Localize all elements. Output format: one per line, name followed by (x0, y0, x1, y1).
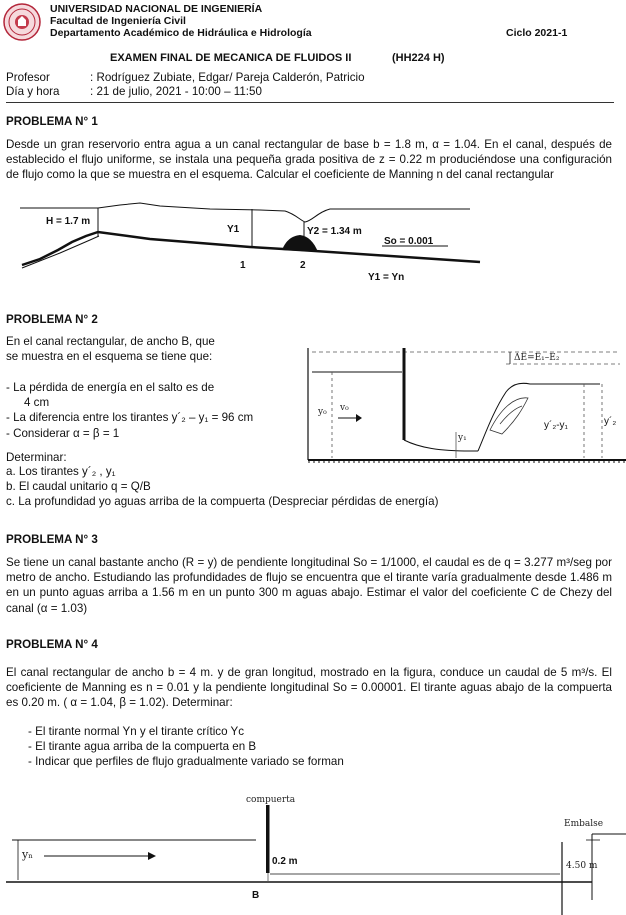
department-name: Departamento Académico de Hidráulica e Hidrología (50, 27, 312, 39)
label-gate-opening: 0.2 m (272, 856, 298, 867)
problem-1-text: Desde un gran reservorio entra agua a un canal rectangular de base b = 1.8 m, α = 1.04. En el canal, después de establecido el flujo uniforme, se instala una pequeña grada positiva de z = 0.22 m produciéndose una configuración de flujo como la que se muestra en el esquema. Calcular el coeficiente de Manning n del canal rectangular (6, 138, 612, 182)
label-depth-450: 4.50 m (566, 861, 598, 871)
label-Y1: Y1 (227, 224, 240, 235)
label-section-2: 2 (300, 260, 306, 271)
problem-2-item-1b: 4 cm (24, 396, 50, 409)
university-name: UNIVERSIDAD NACIONAL DE INGENIERÍA (50, 3, 263, 15)
problem-2-item-2: - La diferencia entre los tirantes y´₂ – y₁ = 96 cm (6, 411, 254, 424)
label-y0: y₀ (318, 407, 327, 417)
label-delta-e: ΔE=E₁–E₂ (514, 353, 560, 363)
problem-2-item-1: - La pérdida de energía en el salto es de (6, 381, 215, 394)
label-yn: yₙ (22, 848, 33, 861)
problem-4-title: PROBLEMA N° 4 (6, 638, 98, 651)
exam-title: EXAMEN FINAL DE MECANICA DE FLUIDOS II (110, 52, 352, 64)
problem-2-part-c: c. La profundidad yo aguas arriba de la compuerta (Despreciar pérdidas de energía) (6, 495, 439, 508)
label-y2-prime: y´₂ (604, 416, 617, 427)
label-Yn: Y1 = Yn (368, 272, 405, 283)
label-v0: v₀ (340, 403, 349, 413)
problem-2-intro-2: se muestra en el esquema se tiene que: (6, 350, 213, 363)
professor-label: Profesor (6, 71, 50, 84)
problem-4-item-2: - El tirante agua arriba de la compuerta en B (28, 740, 257, 753)
label-section-1: 1 (240, 260, 246, 271)
problem-2-part-a: a. Los tirantes y´₂ , y₁ (6, 465, 116, 478)
professor-value: : Rodríguez Zubiate, Edgar/ Pareja Calderón, Patricio (90, 71, 365, 84)
label-y2-y1: y´₂-y₁ (544, 420, 568, 431)
label-y1: y₁ (458, 433, 467, 443)
problem-3-title: PROBLEMA N° 3 (6, 533, 98, 546)
date-value: : 21 de julio, 2021 - 10:00 – 11:50 (90, 85, 262, 98)
course-code: (HH224 H) (392, 52, 445, 64)
problem-1-title: PROBLEMA N° 1 (6, 115, 98, 128)
label-compuerta: compuerta (246, 795, 296, 805)
label-So: So = 0.001 (384, 236, 434, 247)
problem-2-title: PROBLEMA N° 2 (6, 313, 98, 326)
label-B: B (252, 890, 260, 901)
label-Y2: Y2 = 1.34 m (307, 226, 362, 237)
problem-2-part-b: b. El caudal unitario q = Q/B (6, 480, 151, 493)
problem-2-item-3: - Considerar α = β = 1 (6, 427, 120, 440)
label-embalse: Embalse (564, 819, 604, 829)
problem-2-determine: Determinar: (6, 451, 67, 464)
problem-4-item-1: - El tirante normal Yn y el tirante crítico Yc (28, 725, 245, 738)
cycle-label: Ciclo 2021-1 (506, 27, 568, 39)
faculty-name: Facultad de Ingeniería Civil (50, 15, 186, 27)
problem-3-text: Se tiene un canal bastante ancho (R = y) de pendiente longitudinal So = 1/1000, el caudal es de q = 3.277 m³/seg por metro de ancho. Estudiando las profundidades de flujo se encuentra que el tirante varía gradualmente desde 1.486 m en un punto aguas arriba a 1.56 m en un punto 300 m aguas abajo. Estimar el valor del coeficiente C de Chezy del canal (α = 1.03) (6, 556, 612, 615)
date-label: Día y hora (6, 85, 60, 98)
problem-4-item-3: - Indicar que perfiles de flujo gradualmente variado se forman (28, 755, 344, 768)
problem-2-intro-1: En el canal rectangular, de ancho B, que (6, 335, 215, 348)
label-H: H = 1.7 m (46, 216, 91, 227)
problem-4-text: El canal rectangular de ancho b = 4 m. y de gran longitud, mostrado en la figura, conduce un caudal de 5 m³/s. El coeficiente de Manning es n = 0.01 y la pendiente longitudinal So = 0.00001. El tirante aguas abajo de la compuerta es 0.20 m. ( α = 1.04, β = 1.02). Determinar: (6, 666, 612, 710)
